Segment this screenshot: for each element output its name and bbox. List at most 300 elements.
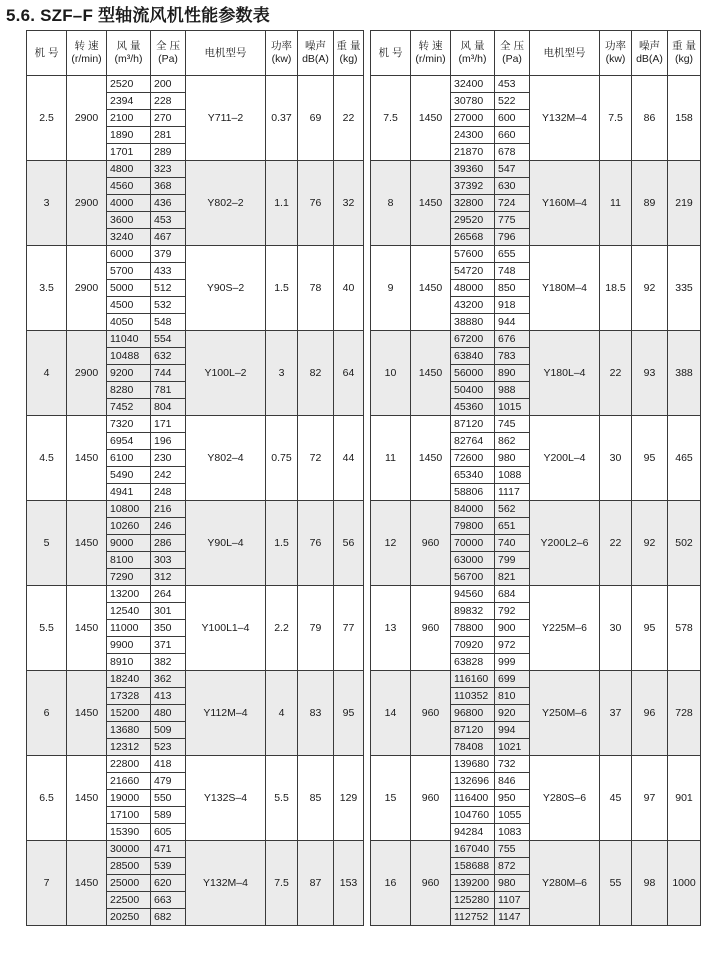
pressure-cell: 523	[151, 739, 186, 756]
airflow-cell: 89832	[451, 603, 495, 620]
pressure-cell: 216	[151, 501, 186, 518]
power-cell: 4	[266, 671, 298, 756]
motor-cell: Y160M–4	[530, 161, 600, 246]
model-no-cell: 6	[27, 671, 67, 756]
table-row	[371, 331, 701, 348]
airflow-cell: 12312	[107, 739, 151, 756]
airflow-cell: 25000	[107, 875, 151, 892]
model-no-cell: 8	[371, 161, 411, 246]
motor-cell: Y802–4	[186, 416, 266, 501]
weight-cell: 465	[668, 416, 701, 501]
model-no-cell: 13	[371, 586, 411, 671]
model-no-cell: 2.5	[27, 76, 67, 161]
motor-cell: Y132S–4	[186, 756, 266, 841]
spec-table-right	[370, 30, 701, 926]
airflow-cell: 5000	[107, 280, 151, 297]
table-row	[27, 416, 364, 433]
pressure-cell: 1055	[495, 807, 530, 824]
spec-table-right-body	[371, 76, 701, 926]
pressure-cell: 453	[495, 76, 530, 93]
header-power: 功率 (kw)	[266, 31, 298, 76]
pressure-cell: 554	[151, 331, 186, 348]
pressure-cell: 589	[151, 807, 186, 824]
pressure-cell: 509	[151, 722, 186, 739]
speed-cell: 1450	[67, 756, 107, 841]
power-cell: 1.1	[266, 161, 298, 246]
noise-cell: 76	[298, 501, 334, 586]
pressure-cell: 655	[495, 246, 530, 263]
airflow-cell: 13200	[107, 586, 151, 603]
pressure-cell: 850	[495, 280, 530, 297]
weight-cell: 1000	[668, 841, 701, 926]
airflow-cell: 11000	[107, 620, 151, 637]
airflow-cell: 94284	[451, 824, 495, 841]
airflow-cell: 39360	[451, 161, 495, 178]
airflow-cell: 4050	[107, 314, 151, 331]
table-row	[371, 416, 701, 433]
weight-cell: 22	[334, 76, 364, 161]
airflow-cell: 70000	[451, 535, 495, 552]
airflow-cell: 17100	[107, 807, 151, 824]
pressure-cell: 678	[495, 144, 530, 161]
airflow-cell: 79800	[451, 518, 495, 535]
weight-cell: 95	[334, 671, 364, 756]
table-row	[371, 756, 701, 773]
airflow-cell: 7320	[107, 416, 151, 433]
power-cell: 22	[600, 331, 632, 416]
airflow-cell: 4800	[107, 161, 151, 178]
airflow-cell: 32400	[451, 76, 495, 93]
airflow-cell: 26568	[451, 229, 495, 246]
pressure-cell: 890	[495, 365, 530, 382]
airflow-cell: 17328	[107, 688, 151, 705]
speed-cell: 1450	[67, 671, 107, 756]
weight-cell: 502	[668, 501, 701, 586]
power-cell: 55	[600, 841, 632, 926]
motor-cell: Y90L–4	[186, 501, 266, 586]
power-cell: 7.5	[266, 841, 298, 926]
airflow-cell: 37392	[451, 178, 495, 195]
header-speed: 转 速 (r/min)	[411, 31, 451, 76]
weight-cell: 901	[668, 756, 701, 841]
model-no-cell: 14	[371, 671, 411, 756]
pressure-cell: 796	[495, 229, 530, 246]
speed-cell: 1450	[411, 76, 451, 161]
airflow-cell: 10260	[107, 518, 151, 535]
power-cell: 3	[266, 331, 298, 416]
weight-cell: 77	[334, 586, 364, 671]
airflow-cell: 15390	[107, 824, 151, 841]
pressure-cell: 651	[495, 518, 530, 535]
noise-cell: 92	[632, 246, 668, 331]
airflow-cell: 84000	[451, 501, 495, 518]
pressure-cell: 944	[495, 314, 530, 331]
pressure-cell: 600	[495, 110, 530, 127]
pressure-cell: 846	[495, 773, 530, 790]
motor-cell: Y280M–6	[530, 841, 600, 926]
header-pressure: 全 压 (Pa)	[495, 31, 530, 76]
pressure-cell: 539	[151, 858, 186, 875]
power-cell: 37	[600, 671, 632, 756]
airflow-cell: 9200	[107, 365, 151, 382]
pressure-cell: 630	[495, 178, 530, 195]
noise-cell: 83	[298, 671, 334, 756]
header-airflow: 风 量 (m³/h)	[451, 31, 495, 76]
pressure-cell: 799	[495, 552, 530, 569]
airflow-cell: 58806	[451, 484, 495, 501]
pressure-cell: 1083	[495, 824, 530, 841]
airflow-cell: 29520	[451, 212, 495, 229]
noise-cell: 82	[298, 331, 334, 416]
airflow-cell: 87120	[451, 416, 495, 433]
model-no-cell: 7	[27, 841, 67, 926]
table-row	[371, 76, 701, 93]
motor-cell: Y180M–4	[530, 246, 600, 331]
model-no-cell: 6.5	[27, 756, 67, 841]
speed-cell: 1450	[67, 416, 107, 501]
header-motor: 电机型号	[186, 31, 266, 76]
airflow-cell: 8280	[107, 382, 151, 399]
speed-cell: 1450	[411, 246, 451, 331]
airflow-cell: 8910	[107, 654, 151, 671]
table-row	[27, 501, 364, 518]
pressure-cell: 660	[495, 127, 530, 144]
table-row	[27, 331, 364, 348]
table-row	[371, 841, 701, 858]
airflow-cell: 32800	[451, 195, 495, 212]
power-cell: 11	[600, 161, 632, 246]
pressure-cell: 632	[151, 348, 186, 365]
airflow-cell: 21870	[451, 144, 495, 161]
pressure-cell: 999	[495, 654, 530, 671]
pressure-cell: 480	[151, 705, 186, 722]
airflow-cell: 10800	[107, 501, 151, 518]
power-cell: 30	[600, 586, 632, 671]
motor-cell: Y90S–2	[186, 246, 266, 331]
airflow-cell: 3600	[107, 212, 151, 229]
weight-cell: 32	[334, 161, 364, 246]
airflow-cell: 19000	[107, 790, 151, 807]
pressure-cell: 436	[151, 195, 186, 212]
table-row	[371, 246, 701, 263]
pressure-cell: 684	[495, 586, 530, 603]
airflow-cell: 2520	[107, 76, 151, 93]
airflow-cell: 11040	[107, 331, 151, 348]
model-no-cell: 5	[27, 501, 67, 586]
airflow-cell: 4000	[107, 195, 151, 212]
speed-cell: 2900	[67, 246, 107, 331]
airflow-cell: 65340	[451, 467, 495, 484]
power-cell: 45	[600, 756, 632, 841]
airflow-cell: 167040	[451, 841, 495, 858]
pressure-cell: 980	[495, 450, 530, 467]
motor-cell: Y132M–4	[186, 841, 266, 926]
pressure-cell: 994	[495, 722, 530, 739]
pressure-cell: 900	[495, 620, 530, 637]
airflow-cell: 2100	[107, 110, 151, 127]
table-row	[27, 586, 364, 603]
motor-cell: Y280S–6	[530, 756, 600, 841]
weight-cell: 56	[334, 501, 364, 586]
airflow-cell: 87120	[451, 722, 495, 739]
airflow-cell: 63000	[451, 552, 495, 569]
table-row	[27, 756, 364, 773]
table-row	[27, 246, 364, 263]
table-row	[27, 671, 364, 688]
pressure-cell: 228	[151, 93, 186, 110]
airflow-cell: 158688	[451, 858, 495, 875]
header-pressure: 全 压 (Pa)	[151, 31, 186, 76]
speed-cell: 1450	[67, 586, 107, 671]
header-model-no: 机 号	[371, 31, 411, 76]
power-cell: 1.5	[266, 246, 298, 331]
page-title: 5.6. SZF–F 型轴流风机性能参数表	[6, 6, 270, 25]
pressure-cell: 371	[151, 637, 186, 654]
airflow-cell: 30780	[451, 93, 495, 110]
motor-cell: Y225M–6	[530, 586, 600, 671]
weight-cell: 388	[668, 331, 701, 416]
pressure-cell: 748	[495, 263, 530, 280]
header-power: 功率 (kw)	[600, 31, 632, 76]
airflow-cell: 57600	[451, 246, 495, 263]
motor-cell: Y711–2	[186, 76, 266, 161]
table-row	[27, 161, 364, 178]
pressure-cell: 264	[151, 586, 186, 603]
pressure-cell: 362	[151, 671, 186, 688]
airflow-cell: 50400	[451, 382, 495, 399]
speed-cell: 1450	[411, 416, 451, 501]
power-cell: 30	[600, 416, 632, 501]
spec-table-left-body	[27, 76, 364, 926]
pressure-cell: 301	[151, 603, 186, 620]
power-cell: 0.37	[266, 76, 298, 161]
speed-cell: 960	[411, 841, 451, 926]
noise-cell: 72	[298, 416, 334, 501]
weight-cell: 158	[668, 76, 701, 161]
speed-cell: 1450	[411, 161, 451, 246]
pressure-cell: 532	[151, 297, 186, 314]
pressure-cell: 918	[495, 297, 530, 314]
airflow-cell: 38880	[451, 314, 495, 331]
airflow-cell: 7452	[107, 399, 151, 416]
weight-cell: 578	[668, 586, 701, 671]
airflow-cell: 22800	[107, 756, 151, 773]
pressure-cell: 744	[151, 365, 186, 382]
airflow-cell: 10488	[107, 348, 151, 365]
pressure-cell: 775	[495, 212, 530, 229]
pressure-cell: 950	[495, 790, 530, 807]
airflow-cell: 45360	[451, 399, 495, 416]
airflow-cell: 139200	[451, 875, 495, 892]
motor-cell: Y802–2	[186, 161, 266, 246]
pressure-cell: 1015	[495, 399, 530, 416]
airflow-cell: 96800	[451, 705, 495, 722]
motor-cell: Y100L1–4	[186, 586, 266, 671]
motor-cell: Y200L–4	[530, 416, 600, 501]
pressure-cell: 1107	[495, 892, 530, 909]
motor-cell: Y100L–2	[186, 331, 266, 416]
noise-cell: 76	[298, 161, 334, 246]
airflow-cell: 5490	[107, 467, 151, 484]
pressure-cell: 303	[151, 552, 186, 569]
pressure-cell: 467	[151, 229, 186, 246]
table-row	[27, 841, 364, 858]
pressure-cell: 781	[151, 382, 186, 399]
noise-cell: 78	[298, 246, 334, 331]
airflow-cell: 8100	[107, 552, 151, 569]
noise-cell: 95	[632, 586, 668, 671]
pressure-cell: 1147	[495, 909, 530, 926]
weight-cell: 44	[334, 416, 364, 501]
airflow-cell: 21660	[107, 773, 151, 790]
pressure-cell: 804	[151, 399, 186, 416]
pressure-cell: 200	[151, 76, 186, 93]
pressure-cell: 171	[151, 416, 186, 433]
pressure-cell: 453	[151, 212, 186, 229]
noise-cell: 92	[632, 501, 668, 586]
airflow-cell: 15200	[107, 705, 151, 722]
model-no-cell: 15	[371, 756, 411, 841]
airflow-cell: 22500	[107, 892, 151, 909]
power-cell: 1.5	[266, 501, 298, 586]
airflow-cell: 9000	[107, 535, 151, 552]
airflow-cell: 70920	[451, 637, 495, 654]
airflow-cell: 63840	[451, 348, 495, 365]
header-weight: 重 量 (kg)	[668, 31, 701, 76]
motor-cell: Y132M–4	[530, 76, 600, 161]
table-row	[371, 671, 701, 688]
airflow-cell: 104760	[451, 807, 495, 824]
noise-cell: 97	[632, 756, 668, 841]
airflow-cell: 6954	[107, 433, 151, 450]
pressure-cell: 972	[495, 637, 530, 654]
power-cell: 7.5	[600, 76, 632, 161]
airflow-cell: 7290	[107, 569, 151, 586]
pressure-cell: 920	[495, 705, 530, 722]
model-no-cell: 3	[27, 161, 67, 246]
pressure-cell: 270	[151, 110, 186, 127]
pressure-cell: 242	[151, 467, 186, 484]
header-motor: 电机型号	[530, 31, 600, 76]
pressure-cell: 289	[151, 144, 186, 161]
airflow-cell: 20250	[107, 909, 151, 926]
airflow-cell: 9900	[107, 637, 151, 654]
pressure-cell: 281	[151, 127, 186, 144]
airflow-cell: 24300	[451, 127, 495, 144]
pressure-cell: 682	[151, 909, 186, 926]
pressure-cell: 547	[495, 161, 530, 178]
header-model-no: 机 号	[27, 31, 67, 76]
airflow-cell: 112752	[451, 909, 495, 926]
pressure-cell: 230	[151, 450, 186, 467]
weight-cell: 728	[668, 671, 701, 756]
pressure-cell: 862	[495, 433, 530, 450]
speed-cell: 960	[411, 756, 451, 841]
pressure-cell: 724	[495, 195, 530, 212]
pressure-cell: 512	[151, 280, 186, 297]
airflow-cell: 63828	[451, 654, 495, 671]
weight-cell: 219	[668, 161, 701, 246]
airflow-cell: 1890	[107, 127, 151, 144]
airflow-cell: 12540	[107, 603, 151, 620]
weight-cell: 335	[668, 246, 701, 331]
pressure-cell: 382	[151, 654, 186, 671]
airflow-cell: 56700	[451, 569, 495, 586]
model-no-cell: 9	[371, 246, 411, 331]
airflow-cell: 116400	[451, 790, 495, 807]
pressure-cell: 792	[495, 603, 530, 620]
model-no-cell: 3.5	[27, 246, 67, 331]
pressure-cell: 312	[151, 569, 186, 586]
pressure-cell: 379	[151, 246, 186, 263]
noise-cell: 85	[298, 756, 334, 841]
header-noise: 噪声 dB(A)	[632, 31, 668, 76]
speed-cell: 2900	[67, 161, 107, 246]
airflow-cell: 6100	[107, 450, 151, 467]
speed-cell: 960	[411, 501, 451, 586]
speed-cell: 1450	[67, 501, 107, 586]
spec-table-left	[26, 30, 364, 926]
header-speed: 转 速 (r/min)	[67, 31, 107, 76]
pressure-cell: 980	[495, 875, 530, 892]
airflow-cell: 27000	[451, 110, 495, 127]
motor-cell: Y180L–4	[530, 331, 600, 416]
model-no-cell: 7.5	[371, 76, 411, 161]
airflow-cell: 110352	[451, 688, 495, 705]
noise-cell: 89	[632, 161, 668, 246]
pressure-cell: 755	[495, 841, 530, 858]
pressure-cell: 433	[151, 263, 186, 280]
pressure-cell: 732	[495, 756, 530, 773]
airflow-cell: 43200	[451, 297, 495, 314]
power-cell: 5.5	[266, 756, 298, 841]
noise-cell: 87	[298, 841, 334, 926]
power-cell: 22	[600, 501, 632, 586]
airflow-cell: 2394	[107, 93, 151, 110]
power-cell: 18.5	[600, 246, 632, 331]
header-weight: 重 量 (kg)	[334, 31, 364, 76]
power-cell: 2.2	[266, 586, 298, 671]
pressure-cell: 522	[495, 93, 530, 110]
pressure-cell: 1088	[495, 467, 530, 484]
airflow-cell: 72600	[451, 450, 495, 467]
pressure-cell: 745	[495, 416, 530, 433]
table-row	[27, 76, 364, 93]
pressure-cell: 413	[151, 688, 186, 705]
airflow-cell: 4560	[107, 178, 151, 195]
airflow-cell: 1701	[107, 144, 151, 161]
weight-cell: 64	[334, 331, 364, 416]
model-no-cell: 4	[27, 331, 67, 416]
model-no-cell: 4.5	[27, 416, 67, 501]
model-no-cell: 5.5	[27, 586, 67, 671]
table-row	[371, 501, 701, 518]
pressure-cell: 699	[495, 671, 530, 688]
table-row	[371, 161, 701, 178]
pressure-cell: 418	[151, 756, 186, 773]
table-row	[371, 586, 701, 603]
pressure-cell: 605	[151, 824, 186, 841]
model-no-cell: 12	[371, 501, 411, 586]
speed-cell: 960	[411, 586, 451, 671]
speed-cell: 2900	[67, 331, 107, 416]
model-no-cell: 10	[371, 331, 411, 416]
airflow-cell: 6000	[107, 246, 151, 263]
airflow-cell: 54720	[451, 263, 495, 280]
pressure-cell: 471	[151, 841, 186, 858]
header-noise: 噪声 dB(A)	[298, 31, 334, 76]
pressure-cell: 676	[495, 331, 530, 348]
